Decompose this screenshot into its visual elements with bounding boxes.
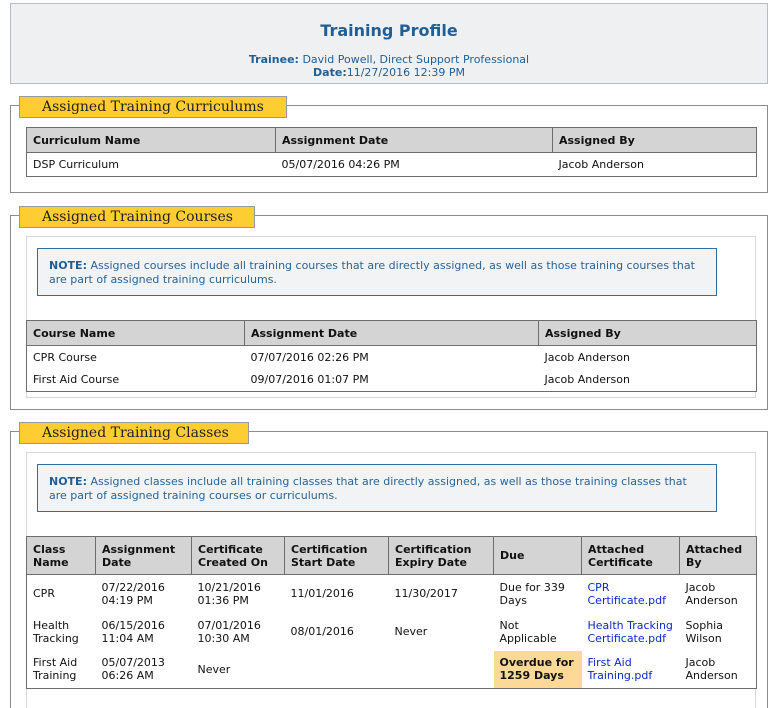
table-row[interactable] <box>27 575 757 613</box>
due-cell: Not Applicable <box>499 618 557 645</box>
page-title: Training Profile <box>320 21 458 40</box>
attached-by-cell: Jacob Anderson <box>685 580 738 607</box>
certificate-link[interactable]: First Aid Training.pdf <box>587 656 653 683</box>
certificate-cell <box>582 575 680 613</box>
column-header[interactable]: Curriculum Name <box>27 128 276 153</box>
created-on-cell: 10/21/2016 01:36 PM <box>197 580 261 607</box>
column-header[interactable]: Certificate Created On <box>192 537 285 575</box>
cell: Jacob Anderson <box>544 350 630 364</box>
start-date-cell <box>285 651 389 689</box>
start-date-cell: 11/01/2016 <box>290 587 354 601</box>
cell: CPR Course <box>33 350 97 364</box>
certificate-link[interactable]: Health Tracking Certificate.pdf <box>587 618 673 645</box>
table-header-row <box>27 321 757 346</box>
classes-section <box>10 425 768 708</box>
cell: First Aid Course <box>33 373 120 387</box>
certificate-cell <box>582 613 680 651</box>
courses-note <box>37 248 717 296</box>
date-label: Date: <box>313 66 347 79</box>
column-header[interactable]: Course Name <box>27 321 245 346</box>
table-row[interactable] <box>27 369 757 392</box>
assignment-date-cell: 06/15/2016 11:04 AM <box>101 618 165 645</box>
cell: DSP Curriculum <box>33 158 119 171</box>
attached-by-cell: Jacob Anderson <box>685 656 738 683</box>
curriculums-section <box>10 99 768 193</box>
due-cell-overdue: Overdue for 1259 Days <box>494 651 582 689</box>
expiry-date-cell: Never <box>394 625 428 638</box>
profile-header <box>10 3 768 84</box>
trainee-label: Trainee: <box>248 53 299 66</box>
certificate-link[interactable]: CPR Certificate.pdf <box>587 580 666 607</box>
assignment-date-cell: 07/22/2016 04:19 PM <box>101 580 165 607</box>
column-header[interactable]: Assignment Date <box>96 537 192 575</box>
column-header[interactable]: Certification Expiry Date <box>389 537 494 575</box>
classes-note <box>37 464 717 512</box>
table-row[interactable] <box>27 613 757 651</box>
column-header[interactable]: Assignment Date <box>245 321 539 346</box>
column-header[interactable]: Assignment Date <box>276 128 553 153</box>
class-name-cell: Health Tracking <box>33 618 79 645</box>
assignment-date-cell: 05/07/2013 06:26 AM <box>101 656 165 683</box>
start-date-cell: 08/01/2016 <box>290 625 354 638</box>
column-header[interactable]: Assigned By <box>553 128 757 153</box>
note-label: NOTE: <box>49 475 87 488</box>
courses-legend: Assigned Training Courses <box>19 206 255 228</box>
table-row[interactable] <box>27 346 757 369</box>
table-header-row <box>27 128 757 153</box>
column-header[interactable]: Certification Start Date <box>285 537 389 575</box>
column-header[interactable]: Attached Certificate <box>582 537 680 575</box>
note-label: NOTE: <box>49 259 87 272</box>
column-header[interactable]: Class Name <box>27 537 96 575</box>
note-text: Assigned classes include all training classes that are directly assigned, as well as those training classes that are part of assigned training courses or curriculums. <box>49 475 687 502</box>
date-value: 11/27/2016 12:39 PM <box>346 66 465 79</box>
table-row[interactable] <box>27 651 757 689</box>
expiry-date-cell: 11/30/2017 <box>394 587 458 601</box>
class-name-cell: First Aid Training <box>33 656 78 683</box>
note-text: Assigned courses include all training courses that are directly assigned, as well as those training courses that are part of assigned training curriculums. <box>49 259 695 286</box>
cell: Jacob Anderson <box>558 158 644 171</box>
column-header[interactable]: Due <box>494 537 582 575</box>
created-on-cell: 07/01/2016 10:30 AM <box>197 618 261 645</box>
column-header[interactable]: Attached By <box>680 537 757 575</box>
date-line <box>11 66 767 79</box>
table-row[interactable] <box>27 153 757 177</box>
cell: 05/07/2016 04:26 PM <box>281 158 400 171</box>
curriculums-table <box>26 127 757 177</box>
cell: Jacob Anderson <box>544 373 630 387</box>
expiry-date-cell <box>389 651 494 689</box>
class-name-cell: CPR <box>33 587 55 601</box>
classes-legend: Assigned Training Classes <box>19 422 249 444</box>
table-header-row <box>27 537 757 575</box>
cell: 09/07/2016 01:07 PM <box>250 373 369 387</box>
column-header[interactable]: Assigned By <box>539 321 757 346</box>
trainee-value: David Powell, Direct Support Professional <box>298 53 530 66</box>
curriculums-legend: Assigned Training Curriculums <box>19 96 287 118</box>
courses-section <box>10 209 768 410</box>
certificate-cell <box>582 651 680 689</box>
classes-table <box>26 536 757 689</box>
created-on-cell: Never <box>197 662 231 676</box>
due-cell: Due for 339 Days <box>499 580 565 607</box>
cell: 07/07/2016 02:26 PM <box>250 350 369 364</box>
courses-table <box>26 320 757 392</box>
attached-by-cell: Sophia Wilson <box>685 618 723 645</box>
trainee-line <box>11 53 767 66</box>
